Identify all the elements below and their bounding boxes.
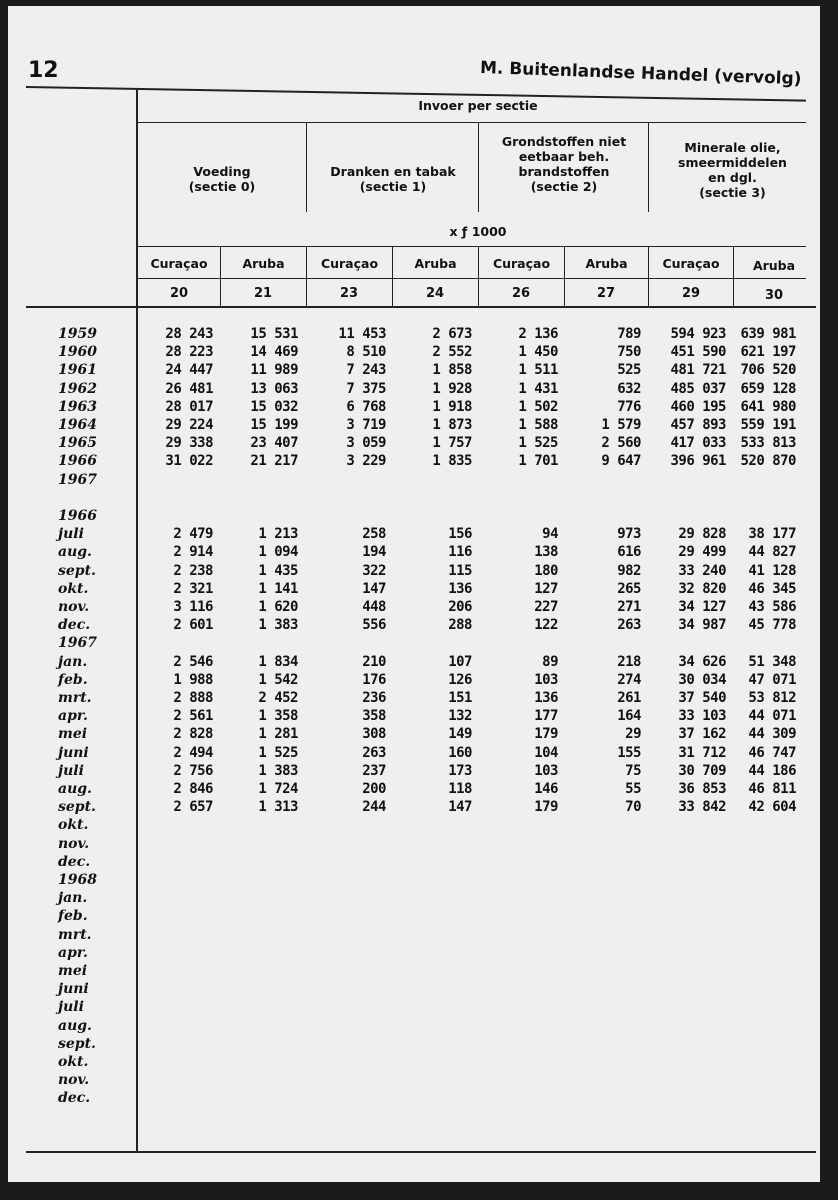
table-cell: 28 017	[165, 398, 213, 415]
column-number: 24	[425, 286, 445, 301]
table-cell: 104	[534, 744, 558, 761]
table-cell: 3 059	[346, 435, 386, 452]
subcol-label: Aruba	[752, 258, 796, 273]
table-cell: 122	[534, 617, 558, 634]
table-cell: 1 213	[258, 526, 298, 543]
subcol-label: Curaçao	[662, 256, 720, 271]
table-cell: 1 873	[432, 417, 472, 433]
row-label: 1967	[58, 471, 97, 488]
row-label: 1966	[58, 508, 97, 524]
table-cell: 2 552	[432, 344, 472, 361]
table-cell: 29 828	[678, 526, 726, 543]
table-cell: 3 719	[346, 417, 386, 433]
table-cell: 460 195	[670, 398, 726, 415]
table-cell: 1 431	[518, 380, 558, 397]
sub-rule-1	[220, 246, 221, 306]
table-cell: 1 094	[258, 544, 298, 561]
table-cell: 36 853	[678, 781, 726, 797]
table-cell: 2 914	[173, 544, 213, 561]
table-cell: 237	[362, 762, 386, 779]
table-cell: 44 071	[748, 708, 796, 725]
table-cell: 41 128	[748, 562, 796, 579]
table-cell: 155	[617, 744, 641, 761]
header-rule-2	[136, 246, 806, 247]
subcol-label: Curaçao	[320, 256, 379, 271]
row-label: 1964	[58, 417, 97, 433]
table-cell: 44 827	[748, 544, 796, 561]
row-label: sept.	[58, 562, 96, 579]
table-cell: 38 177	[748, 526, 796, 543]
table-cell: 258	[362, 526, 386, 543]
table-cell: 2 452	[258, 690, 298, 706]
table-cell: 206	[448, 599, 472, 615]
table-cell: 51 348	[748, 653, 796, 670]
row-label: juli	[58, 526, 84, 543]
subcol-label: Curaçao	[492, 256, 551, 271]
row-label: dec.	[58, 617, 91, 634]
table-cell: 149	[448, 726, 472, 743]
table-cell: 31 022	[165, 453, 213, 470]
table-cell: 29	[625, 726, 641, 743]
table-cell: 1 988	[173, 671, 213, 688]
table-cell: 29 224	[165, 417, 213, 433]
subcol-label: Aruba	[585, 256, 628, 271]
table-cell: 179	[534, 799, 558, 816]
row-label: dec.	[58, 1090, 91, 1107]
row-label: mrt.	[58, 690, 92, 706]
table-cell: 261	[617, 690, 641, 706]
table-cell: 33 103	[678, 708, 726, 725]
table-cell: 2 479	[173, 526, 213, 543]
table-cell: 103	[534, 762, 558, 779]
table-cell: 15 531	[250, 326, 298, 342]
table-cell: 1 502	[518, 398, 558, 415]
table-cell: 227	[534, 599, 558, 615]
table-cell: 533 813	[740, 435, 796, 452]
table-cell: 659 128	[740, 380, 796, 397]
group-rule-3	[648, 122, 649, 212]
page-number: 12	[28, 58, 59, 83]
table-cell: 14 469	[250, 344, 298, 361]
table-cell: 44 186	[748, 762, 796, 779]
table-cell: 218	[617, 653, 641, 670]
table-cell: 789	[617, 326, 641, 342]
table-cell: 21 217	[250, 453, 298, 470]
table-cell: 1 834	[258, 653, 298, 670]
row-label: sept.	[58, 1035, 96, 1052]
table-cell: 44 309	[748, 726, 796, 743]
table-cell: 1 620	[258, 599, 298, 615]
unit-label: x ƒ 1000	[449, 224, 507, 239]
row-label: okt.	[58, 1054, 89, 1070]
table-cell: 28 223	[165, 344, 213, 361]
table-cell: 118	[448, 781, 472, 797]
table-cell: 2 238	[173, 562, 213, 579]
table-cell: 94	[542, 526, 558, 543]
table-cell: 31 712	[678, 744, 726, 761]
table-cell: 481 721	[670, 362, 726, 379]
table-cell: 485 037	[670, 380, 726, 397]
table-cell: 1 358	[258, 708, 298, 725]
column-number: 27	[596, 286, 616, 301]
table-cell: 632	[617, 380, 641, 397]
table-cell: 26 481	[165, 380, 213, 397]
row-label: 1968	[58, 872, 97, 888]
table-cell: 2 136	[518, 326, 558, 342]
table-cell: 43 586	[748, 599, 796, 615]
table-cell: 7 375	[346, 380, 386, 397]
document-page	[8, 6, 820, 1182]
row-label: jan.	[58, 890, 88, 907]
group-header-drinks: Dranken en tabak (sectie 1)	[330, 164, 456, 194]
table-cell: 46 811	[748, 781, 796, 797]
table-cell: 177	[534, 708, 558, 725]
table-cell: 30 709	[678, 762, 726, 779]
table-cell: 641 980	[740, 398, 796, 415]
subcol-label: Aruba	[414, 256, 457, 271]
table-cell: 160	[448, 744, 472, 761]
table-cell: 1 281	[258, 726, 298, 743]
column-number: 23	[339, 286, 359, 301]
table-cell: 194	[362, 544, 386, 561]
table-cell: 210	[362, 653, 386, 670]
table-cell: 164	[617, 708, 641, 725]
table-cell: 147	[362, 580, 386, 597]
row-label: 1965	[58, 435, 97, 452]
table-cell: 103	[534, 671, 558, 688]
table-cell: 34 626	[678, 653, 726, 670]
row-label: mrt.	[58, 926, 92, 943]
table-cell: 47 071	[748, 671, 796, 688]
table-cell: 29 499	[678, 544, 726, 561]
table-cell: 1 383	[258, 617, 298, 634]
table-cell: 42 604	[748, 799, 796, 816]
table-cell: 46 345	[748, 580, 796, 597]
table-cell: 520 870	[740, 453, 796, 470]
row-label: jan.	[58, 653, 88, 670]
row-label: okt.	[58, 817, 89, 834]
sub-rule-3	[392, 246, 393, 306]
table-cell: 274	[617, 671, 641, 688]
group-header-food: Voeding (sectie 0)	[188, 164, 256, 194]
row-label: mei	[58, 963, 88, 979]
table-cell: 127	[534, 580, 558, 597]
table-cell: 594 923	[670, 326, 726, 342]
table-cell: 1 450	[518, 344, 558, 361]
row-label: nov.	[58, 1072, 90, 1089]
table-cell: 1 928	[432, 380, 472, 397]
table-cell: 1 511	[518, 362, 558, 379]
table-cell: 750	[617, 344, 641, 361]
table-cell: 156	[448, 526, 472, 543]
subcol-label: Curaçao	[150, 256, 208, 271]
table-cell: 89	[542, 653, 558, 670]
row-label: juni	[58, 744, 89, 761]
table-cell: 2 494	[173, 744, 213, 761]
row-label: 1962	[58, 380, 97, 397]
table-cell: 288	[448, 617, 472, 634]
bottom-rule	[26, 1151, 816, 1153]
table-cell: 2 657	[173, 799, 213, 816]
sub-rule-4	[478, 246, 479, 306]
section-title: M. Buitenlandse Handel (vervolg)	[480, 58, 803, 90]
table-cell: 15 199	[250, 417, 298, 433]
table-cell: 2 601	[173, 617, 213, 634]
table-cell: 136	[534, 690, 558, 706]
table-cell: 244	[362, 799, 386, 816]
group-header-mineral-oil: Minerale olie, smeermiddelen en dgl. (sectie 3)	[678, 140, 787, 200]
table-cell: 1 525	[518, 435, 558, 452]
table-cell: 9 647	[601, 453, 641, 470]
table-cell: 34 127	[678, 599, 726, 615]
table-cell: 1 918	[432, 398, 472, 415]
row-label: apr.	[58, 944, 88, 961]
column-number: 29	[681, 286, 701, 301]
table-cell: 146	[534, 781, 558, 797]
sub-rule-6	[648, 246, 649, 306]
group-header-raw-materials: Grondstoffen niet eetbaar beh. brandstoffen (sectie 2)	[501, 134, 627, 194]
table-cell: 2 546	[173, 653, 213, 670]
table-cell: 973	[617, 526, 641, 543]
table-cell: 1 701	[518, 453, 558, 470]
table-cell: 1 588	[518, 417, 558, 433]
column-number: 30	[764, 288, 784, 303]
sub-rule-5	[564, 246, 565, 306]
table-cell: 616	[617, 544, 641, 561]
table-cell: 116	[448, 544, 472, 561]
column-number: 20	[169, 286, 189, 301]
table-cell: 2 673	[432, 326, 472, 342]
table-cell: 776	[617, 398, 641, 415]
table-cell: 1 435	[258, 562, 298, 579]
row-label: nov.	[58, 835, 90, 852]
table-cell: 451 590	[670, 344, 726, 361]
table-cell: 37 540	[678, 690, 726, 706]
table-cell: 179	[534, 726, 558, 743]
table-cell: 1 525	[258, 744, 298, 761]
row-label: sept.	[58, 799, 96, 816]
row-label: dec.	[58, 853, 91, 870]
table-cell: 1 313	[258, 799, 298, 816]
row-label: 1960	[58, 344, 97, 361]
row-label: 1966	[58, 453, 97, 470]
table-cell: 32 820	[678, 580, 726, 597]
table-cell: 115	[448, 562, 472, 579]
row-label: juni	[58, 981, 89, 998]
table-cell: 263	[617, 617, 641, 634]
label-column-rule	[136, 90, 138, 1152]
column-number: 21	[253, 286, 273, 301]
table-cell: 70	[625, 799, 641, 816]
group-rule-2	[478, 122, 479, 212]
table-cell: 173	[448, 762, 472, 779]
row-label: 1959	[58, 326, 97, 342]
row-label: feb.	[58, 908, 88, 925]
table-cell: 6 768	[346, 398, 386, 415]
table-cell: 322	[362, 562, 386, 579]
row-label: mei	[58, 726, 88, 743]
table-cell: 271	[617, 599, 641, 615]
row-label: 1963	[58, 398, 97, 415]
table-cell: 1 858	[432, 362, 472, 379]
table-cell: 107	[448, 653, 472, 670]
table-cell: 132	[448, 708, 472, 725]
table-cell: 1 383	[258, 762, 298, 779]
table-cell: 1 542	[258, 671, 298, 688]
table-cell: 621 197	[740, 344, 796, 361]
table-cell: 263	[362, 744, 386, 761]
table-cell: 1 141	[258, 580, 298, 597]
column-number: 26	[511, 286, 531, 301]
table-cell: 53 812	[748, 690, 796, 706]
table-cell: 138	[534, 544, 558, 561]
table-cell: 2 561	[173, 708, 213, 725]
table-cell: 29 338	[165, 435, 213, 452]
table-cell: 28 243	[165, 326, 213, 342]
row-label: okt.	[58, 580, 89, 597]
table-cell: 2 828	[173, 726, 213, 743]
row-label: 1967	[58, 635, 97, 652]
sub-rule-2	[306, 246, 307, 306]
table-cell: 2 888	[173, 690, 213, 706]
table-cell: 982	[617, 562, 641, 579]
row-label: nov.	[58, 599, 90, 615]
row-label: feb.	[58, 671, 88, 688]
table-cell: 30 034	[678, 671, 726, 688]
header-rule-1	[136, 122, 806, 123]
table-cell: 706 520	[740, 362, 796, 379]
table-cell: 559 191	[740, 417, 796, 433]
table-cell: 200	[362, 781, 386, 797]
table-cell: 358	[362, 708, 386, 725]
row-label: apr.	[58, 708, 88, 725]
table-cell: 8 510	[346, 344, 386, 361]
table-cell: 34 987	[678, 617, 726, 634]
table-cell: 33 842	[678, 799, 726, 816]
table-cell: 7 243	[346, 362, 386, 379]
table-cell: 1 835	[432, 453, 472, 470]
table-cell: 457 893	[670, 417, 726, 433]
table-cell: 55	[625, 781, 641, 797]
table-cell: 236	[362, 690, 386, 706]
table-cell: 136	[448, 580, 472, 597]
row-label: aug.	[58, 1017, 92, 1034]
table-cell: 2 321	[173, 580, 213, 597]
table-cell: 33 240	[678, 562, 726, 579]
table-cell: 396 961	[670, 453, 726, 470]
table-cell: 11 453	[338, 326, 386, 342]
main-header: Invoer per sectie	[418, 98, 538, 113]
row-label: 1961	[58, 362, 97, 379]
table-cell: 448	[362, 599, 386, 615]
table-cell: 556	[362, 617, 386, 634]
header-rule-3	[136, 278, 806, 279]
group-rule-1	[306, 122, 307, 212]
table-cell: 151	[448, 690, 472, 706]
table-cell: 126	[448, 671, 472, 688]
table-cell: 1 724	[258, 781, 298, 797]
table-cell: 3 229	[346, 453, 386, 470]
table-cell: 417 033	[670, 435, 726, 452]
table-cell: 23 407	[250, 435, 298, 452]
table-cell: 75	[625, 762, 641, 779]
table-cell: 639 981	[740, 326, 796, 342]
table-cell: 2 560	[601, 435, 641, 452]
table-cell: 265	[617, 580, 641, 597]
table-cell: 45 778	[748, 617, 796, 634]
table-cell: 147	[448, 799, 472, 816]
table-cell: 525	[617, 362, 641, 379]
table-cell: 2 756	[173, 762, 213, 779]
table-cell: 176	[362, 671, 386, 688]
row-label: juli	[58, 762, 84, 779]
table-cell: 308	[362, 726, 386, 743]
table-cell: 1 579	[601, 417, 641, 433]
table-cell: 2 846	[173, 781, 213, 797]
subcol-label: Aruba	[242, 256, 285, 271]
header-bottom-rule	[26, 306, 816, 308]
table-cell: 1 757	[432, 435, 472, 452]
table-cell: 180	[534, 562, 558, 579]
row-label: juli	[58, 999, 84, 1016]
table-cell: 37 162	[678, 726, 726, 743]
table-cell: 11 989	[250, 362, 298, 379]
table-cell: 3 116	[173, 599, 213, 615]
table-cell: 15 032	[250, 398, 298, 415]
table-cell: 24 447	[165, 362, 213, 379]
table-cell: 46 747	[748, 744, 796, 761]
table-cell: 13 063	[250, 380, 298, 397]
row-label: aug.	[58, 544, 92, 561]
row-label: aug.	[58, 781, 92, 797]
